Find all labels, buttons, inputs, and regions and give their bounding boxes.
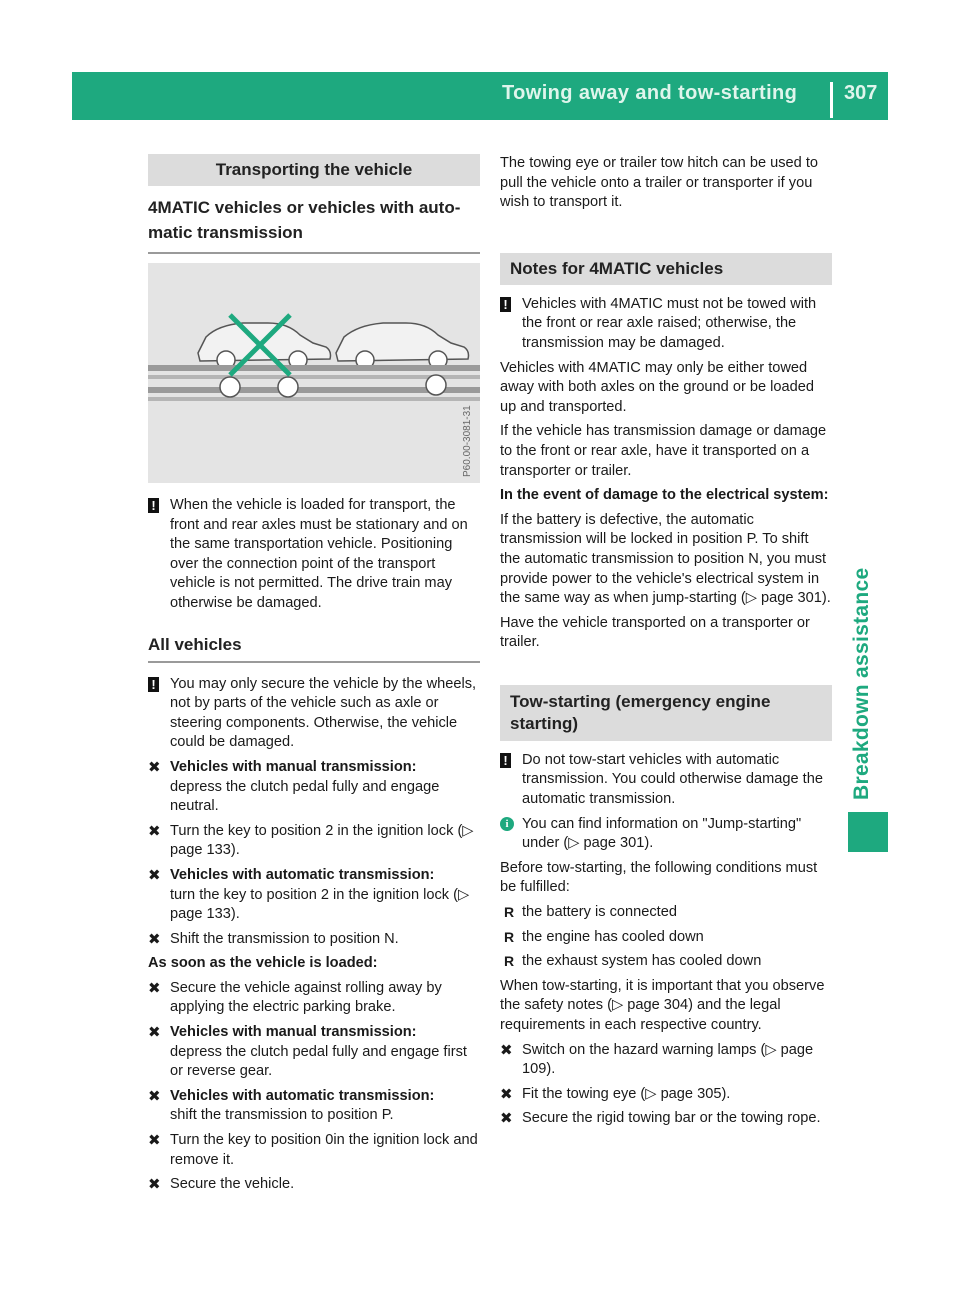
bullet-text: the battery is connected bbox=[522, 904, 677, 921]
warning-note bbox=[148, 496, 480, 614]
header-divider bbox=[830, 82, 833, 118]
step-marker-icon: ✖ bbox=[148, 1024, 161, 1042]
step-marker-icon: ✖ bbox=[500, 1110, 513, 1128]
transporter-figure bbox=[148, 263, 480, 483]
bullet-marker-icon: R bbox=[504, 928, 515, 945]
condition-list bbox=[500, 903, 832, 972]
info-note bbox=[500, 815, 832, 854]
bullet-text: the exhaust system has cooled down bbox=[522, 953, 762, 970]
step-text: Secure the vehicle. bbox=[170, 1176, 295, 1193]
left-column bbox=[148, 154, 480, 1200]
step-marker-icon: ✖ bbox=[148, 1087, 161, 1105]
warning-text: When the vehicle is loaded for transport, the front and rear axles must be stationary and on the same transportation vehicle. Positioning over the connection point of the transport vehicle is not permitted. The drive train may otherwise be damaged. bbox=[170, 497, 468, 611]
step-bold: Vehicles with automatic transmission: bbox=[170, 1087, 435, 1104]
step-marker-icon: ✖ bbox=[500, 1041, 513, 1059]
step-marker-icon: ✖ bbox=[148, 930, 161, 948]
subhead-all-vehicles: All vehicles bbox=[148, 634, 242, 654]
section-title-transporting: Transporting the vehicle bbox=[148, 154, 480, 186]
step-text: Turn the key to position 0in the ignition lock and remove it. bbox=[170, 1132, 478, 1168]
info-text: You can find information on "Jump-starting" under (▷ page 301). bbox=[522, 815, 802, 852]
section-title-tow-starting: Tow-starting (emergency engine starting) bbox=[500, 685, 832, 741]
bullet-item bbox=[500, 952, 832, 972]
step-list bbox=[148, 758, 480, 949]
step-text: Secure the vehicle against rolling away by applying the electric parking brake. bbox=[170, 979, 442, 1016]
paragraph: When tow-starting, it is important that you observe the safety notes (▷ page 304) and the legal requirements in each respective country. bbox=[500, 977, 825, 1033]
subhead-4matic: 4MATIC vehicles or vehicles with auto- matic transmission bbox=[148, 198, 461, 242]
step-item bbox=[148, 758, 480, 817]
warning-text: Vehicles with 4MATIC must not be towed with the front or rear axle raised; otherwise, the transmission may be damaged. bbox=[522, 295, 817, 351]
warning-icon: ! bbox=[148, 498, 159, 513]
step-item bbox=[148, 1131, 480, 1170]
right-column bbox=[500, 154, 832, 1134]
bullet-marker-icon: R bbox=[504, 904, 515, 921]
chapter-title: Towing away and tow-starting bbox=[502, 82, 798, 104]
paragraph: If the battery is defective, the automatic transmission will be locked in position P. To shift the automatic transmission to position N, you must provide power to the vehicle's electrical system in the same way as when jump-starting (▷ page 301). bbox=[500, 511, 831, 607]
warning-text: You may only secure the vehicle by the wheels, not by parts of the vehicle such as axle or steering components. Otherwise, the vehicle could be damaged. bbox=[170, 675, 477, 751]
step-item bbox=[148, 930, 480, 950]
warning-icon: ! bbox=[500, 297, 511, 312]
paragraph: Have the vehicle transported on a transporter or trailer. bbox=[500, 614, 810, 651]
step-item bbox=[500, 1041, 832, 1080]
step-marker-icon: ✖ bbox=[148, 1176, 161, 1194]
step-item bbox=[500, 1109, 832, 1129]
transport-illustration bbox=[148, 263, 480, 483]
side-tab bbox=[848, 120, 888, 810]
warning-note bbox=[500, 751, 832, 810]
step-text: turn the key to position 2 in the ignition lock (▷ page 133). bbox=[170, 886, 470, 923]
step-item bbox=[148, 1023, 480, 1082]
step-marker-icon: ✖ bbox=[148, 979, 161, 997]
step-text: depress the clutch pedal fully and engage first or reverse gear. bbox=[170, 1043, 467, 1080]
step-text: Turn the key to position 2 in the ignition lock (▷ page 133). bbox=[170, 822, 474, 859]
section-title-4matic: Notes for 4MATIC vehicles bbox=[500, 253, 832, 285]
warning-note bbox=[148, 675, 480, 753]
step-item bbox=[148, 1175, 480, 1195]
intro-paragraph: The towing eye or trailer tow hitch can be used to pull the vehicle onto a trailer or transporter if you wish to transport it. bbox=[500, 155, 818, 211]
side-tab-marker bbox=[848, 812, 888, 852]
step-marker-icon: ✖ bbox=[148, 1132, 161, 1150]
electrical-heading: In the event of damage to the electrical system: bbox=[500, 487, 829, 504]
side-tab-label: Breakdown assistance bbox=[850, 567, 873, 800]
warning-icon: ! bbox=[148, 677, 159, 692]
step-text: depress the clutch pedal fully and engage neutral. bbox=[170, 778, 440, 815]
warning-text: Do not tow-start vehicles with automatic transmission. You could otherwise damage the automatic transmission. bbox=[522, 751, 823, 808]
step-bold: Vehicles with manual transmission: bbox=[170, 758, 417, 775]
paragraph: Vehicles with 4MATIC may only be either towed away with both axles on the ground or be loaded up and transported. bbox=[500, 359, 814, 415]
step-marker-icon: ✖ bbox=[148, 822, 161, 840]
step-bold: Vehicles with manual transmission: bbox=[170, 1024, 417, 1041]
step-bold: Vehicles with automatic transmission: bbox=[170, 866, 435, 883]
divider bbox=[148, 661, 480, 663]
step-list bbox=[148, 979, 480, 1195]
page-number: 307 bbox=[844, 82, 878, 104]
step-item bbox=[148, 1087, 480, 1126]
step-text: Secure the rigid towing bar or the towing rope. bbox=[522, 1110, 821, 1127]
bullet-item bbox=[500, 903, 832, 923]
divider bbox=[148, 252, 480, 254]
bullet-item bbox=[500, 928, 832, 948]
bullet-text: the engine has cooled down bbox=[522, 928, 704, 945]
bullet-marker-icon: R bbox=[504, 953, 515, 970]
step-text: Switch on the hazard warning lamps (▷ page 109). bbox=[522, 1041, 814, 1078]
step-item bbox=[148, 822, 480, 861]
step-text: Fit the towing eye (▷ page 305). bbox=[522, 1085, 731, 1102]
paragraph: Before tow-starting, the following conditions must be fulfilled: bbox=[500, 859, 818, 896]
paragraph: If the vehicle has transmission damage or damage to the front or rear axle, have it transported on a transporter or trailer. bbox=[500, 423, 827, 479]
step-item bbox=[148, 979, 480, 1018]
page-header bbox=[72, 72, 888, 120]
step-marker-icon: ✖ bbox=[148, 758, 161, 776]
step-item bbox=[500, 1085, 832, 1105]
step-text: shift the transmission to position P. bbox=[170, 1107, 394, 1124]
step-item bbox=[148, 866, 480, 925]
info-icon: i bbox=[500, 817, 514, 831]
step-text: Shift the transmission to position N. bbox=[170, 930, 399, 947]
warning-note bbox=[500, 295, 832, 354]
figure-code: P60.00-3081-31 bbox=[462, 405, 473, 477]
warning-icon: ! bbox=[500, 753, 511, 768]
step-list bbox=[500, 1041, 832, 1129]
step-marker-icon: ✖ bbox=[148, 866, 161, 884]
loaded-heading: As soon as the vehicle is loaded: bbox=[148, 955, 378, 972]
step-marker-icon: ✖ bbox=[500, 1085, 513, 1103]
